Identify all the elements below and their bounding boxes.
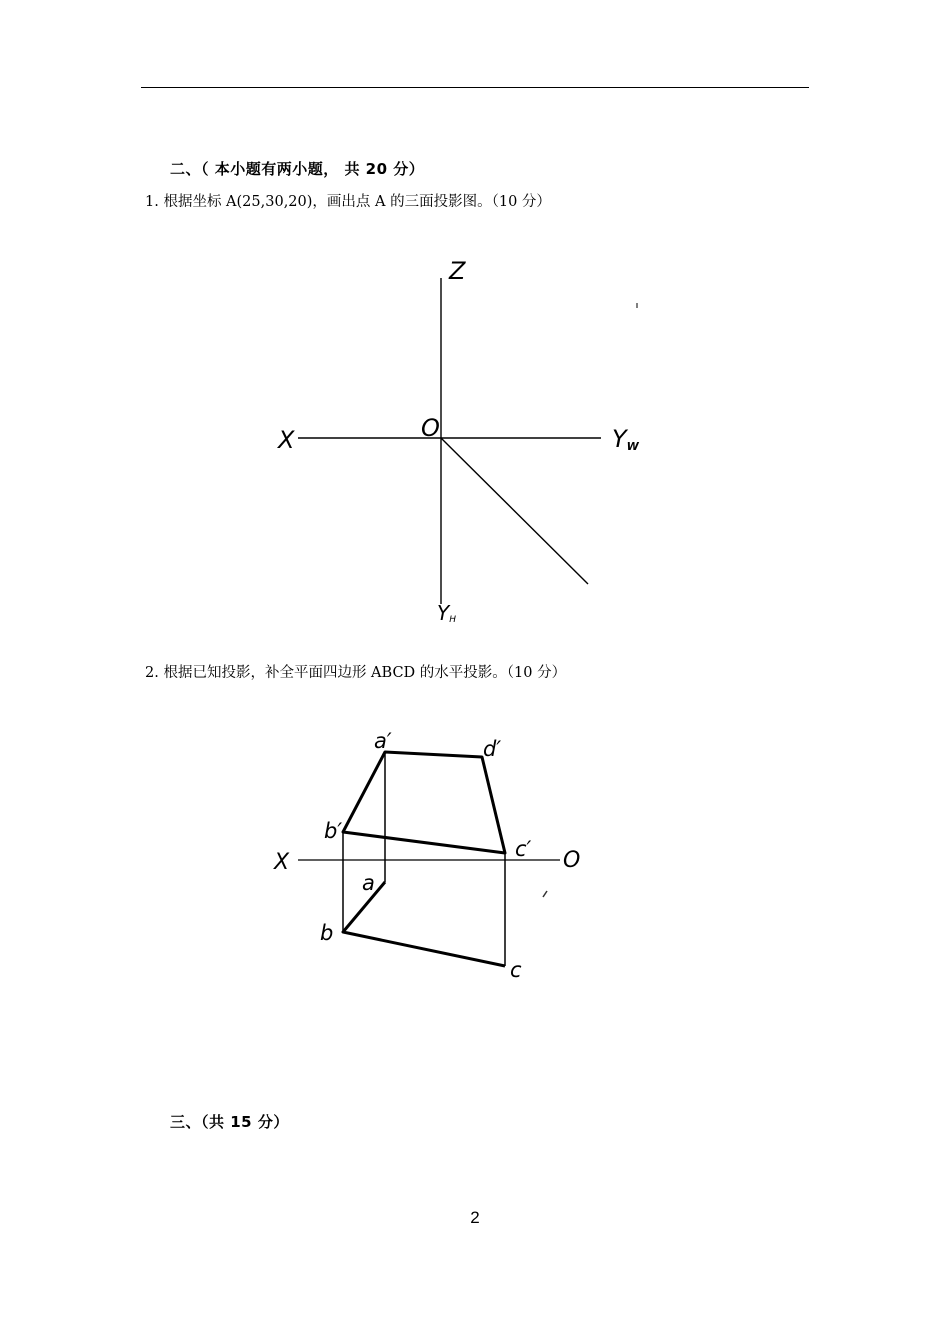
label-x: X	[274, 850, 290, 875]
front-projection-abcd	[343, 752, 505, 853]
label-a: a	[362, 871, 375, 895]
x-axis-label: X	[278, 426, 295, 454]
label-c-prime: c′	[515, 837, 532, 861]
origin-label: O	[421, 414, 440, 442]
yw-axis-label: YW	[612, 425, 639, 453]
section-3-heading: 三、（共 15 分）	[170, 1113, 289, 1131]
label-c: c	[510, 958, 522, 982]
question-1-text: 1. 根据坐标 A(25,30,20)，画出点 A 的三面投影图。（10 分）	[145, 194, 551, 210]
label-o: O	[563, 848, 581, 873]
label-b: b	[320, 921, 334, 945]
stray-mark	[543, 891, 547, 897]
section-2-heading: 二、（ 本小题有两小题， 共 20 分）	[170, 160, 425, 178]
question-2-text: 2. 根据已知投影，补全平面四边形 ABCD 的水平投影。（10 分）	[145, 665, 567, 681]
label-a-prime: a′	[374, 729, 392, 753]
z-axis-label: Z	[449, 257, 466, 285]
label-d-prime: d′	[483, 737, 502, 761]
yh-axis-label: YH	[437, 601, 456, 625]
page-number: 2	[470, 1208, 480, 1227]
label-b-prime: b′	[324, 819, 343, 843]
